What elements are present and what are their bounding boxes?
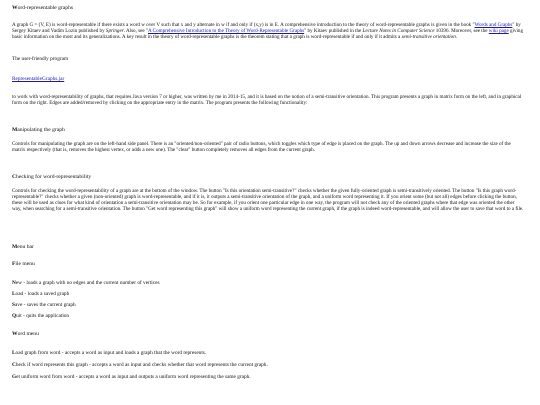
comprehensive-introduction-link[interactable]: A Comprehensive Introduction to the Theory of Word-Representable Graphs <box>148 27 305 34</box>
file-menu-item-new: New - loads a graph with no edges and the current number of vertices <box>12 280 160 286</box>
heading-manipulating-the-graph: Manipulating the graph <box>12 127 65 133</box>
heading-menu-bar: Menu bar <box>12 244 34 250</box>
manipulating-paragraph: Controls for manipulating the graph are on the left-hand side panel. There is an "oriented/non-oriented" pair of radio buttons, which toggles which type of edge is placed on the graph. The up and down arrows decrease and increase the size of the matrix respectively (that is, removes the highest vertex, or adds a new one). The "clear" button completely removes all edges from the current graph. <box>12 141 511 153</box>
file-menu-item-load: Load - loads a saved graph <box>12 291 70 297</box>
heading-file-menu: File menu <box>12 261 35 267</box>
checking-paragraph: Controls for checking the word-representability of a graph are at the bottom of the window. The button "Is this orientation semi-transitive?" checks whether the given fully-oriented graph is semi-transitively oriented. The button "Is this graph word-representable?" checks whether a given (non-oriented) graph is word-representable, and if it is, it outputs a semi-transitive orientation of the graph, and a uniform word representing it. If you orient some (but not all) edges before clicking the button, these will be used as clues for what kind of orientation a semi-transitive orientation may be. So for example, if you orient one particular edge in one way, the program will not check any of the oriented graphs where that edge was oriented the other way, when searching for a semi-transitive orientation. The button "Get word representing this graph" will show a uniform word representing the current graph, if the graph is indeed word-representable, and will allow the user to save that word to a file. <box>12 188 524 212</box>
heading-checking-word-representability: Checking for word-representability <box>12 174 92 180</box>
user-friendly-program-heading: The user-friendly program <box>12 56 69 62</box>
jar-download[interactable] <box>12 76 64 83</box>
jar-download-link[interactable]: RepresentableGraphs.jar <box>12 76 65 82</box>
word-menu-item-check-word: Check if word represents this graph - accepts a word as input and checks whether that word represents the current graph. <box>12 362 268 368</box>
heading-word-menu: Word menu <box>12 331 39 337</box>
file-menu-item-quit: Quit - quits the application <box>12 313 70 319</box>
heading-word-representable-graphs: Word-representable graphs <box>12 5 74 11</box>
words-and-graphs-link[interactable]: Words and Graphs <box>474 22 513 28</box>
file-menu-item-save: Save - saves the current graph <box>12 302 76 308</box>
intro-paragraph: A graph G = (V, E) is word-representable if there exists a word w over V such that x and y alternate in w if and only if (x,y) is in E. A comprehensive introduction to the theory of word-representable graphs is given in the book "Words and Graphs" by Sergey Kitaev and Vadim Lozin published by Springer. Also, see "A Comprehensive Introduction to the Theory of Word-Representable Graphs" by Kitaev published in the Lecture Notes in Computer Science 10396. Moreover, see the wiki page giving basic information on the most and its generalizations. A key result in the theory of word-representable graphs is the theorem stating that a graph is word-representable if and only if it admits a semi-transitive orientation. <box>12 22 524 40</box>
word-menu-item-get-uniform-word: Get uniform word from word - accepts a word as input and outputs a uniform word representing the same graph. <box>12 374 251 380</box>
word-menu-item-load-graph: Load graph from word - accepts a word as input and loads a graph that the word represents. <box>12 350 207 356</box>
wiki-page-link[interactable]: wiki page <box>488 27 509 34</box>
program-description: to work with word-representability of graphs, that requires Java version 7 or higher, was written by me in 2014-15, and it is based on the notion of a semi-transitive orientation. This program presents a graph in matrix form on the left, and in graphical form on the right. Edges are added/removed by clicking on the appropriate entry in the matrix. The program presents the following functionality: <box>12 94 522 106</box>
